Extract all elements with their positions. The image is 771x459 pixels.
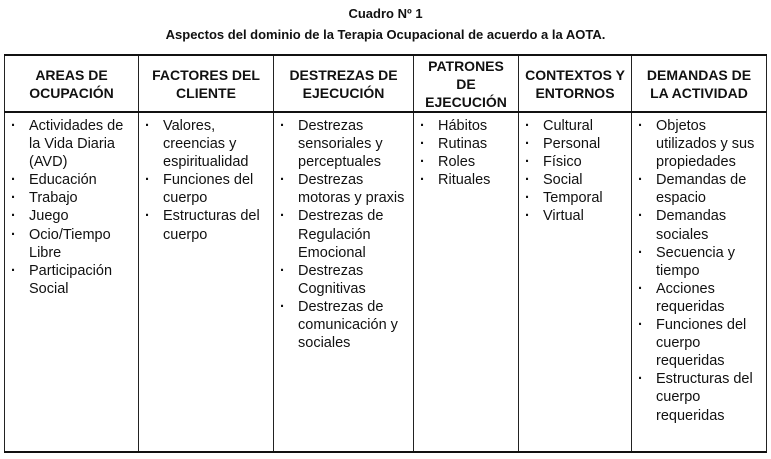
header-areas: AREAS DE OCUPACIÓN bbox=[5, 55, 139, 112]
list-item: · Destrezas de Regulación Emocional bbox=[278, 207, 409, 261]
cell-patrones bbox=[414, 112, 519, 452]
list-contextos bbox=[523, 117, 627, 226]
list-item: · Estructuras del cuerpo bbox=[143, 207, 269, 243]
list-item: · Personal bbox=[523, 135, 627, 153]
list-item: · Hábitos bbox=[418, 117, 514, 135]
list-item: · Ocio/Tiempo Libre bbox=[9, 226, 134, 262]
header-row bbox=[5, 55, 767, 112]
list-item: · Destrezas sensoriales y perceptuales bbox=[278, 117, 409, 171]
list-item: · Destrezas Cognitivas bbox=[278, 262, 409, 298]
list-item: · Virtual bbox=[523, 207, 627, 225]
header-factores: FACTORES DEL CLIENTE bbox=[139, 55, 274, 112]
header-patrones: PATRONES DE EJECUCIÓN bbox=[414, 55, 519, 112]
list-item: · Cultural bbox=[523, 117, 627, 135]
table-number: Cuadro Nº 1 bbox=[348, 6, 423, 21]
list-item: · Estructuras del cuerpo requeridas bbox=[636, 370, 762, 424]
list-demandas bbox=[636, 117, 762, 425]
list-areas bbox=[9, 117, 134, 298]
list-item: · Acciones requeridas bbox=[636, 280, 762, 316]
cell-destrezas bbox=[274, 112, 414, 452]
list-item: · Temporal bbox=[523, 189, 627, 207]
list-item: · Juego bbox=[9, 207, 134, 225]
list-item: · Destrezas de comunicación y sociales bbox=[278, 298, 409, 352]
table-title: Aspectos del dominio de la Terapia Ocupacional de acuerdo a la AOTA. bbox=[165, 27, 606, 42]
list-destrezas bbox=[278, 117, 409, 352]
cell-demandas bbox=[632, 112, 767, 452]
list-item: · Objetos utilizados y sus propiedades bbox=[636, 117, 762, 171]
list-item: · Funciones del cuerpo bbox=[143, 171, 269, 207]
list-item: · Educación bbox=[9, 171, 134, 189]
list-item: · Demandas sociales bbox=[636, 207, 762, 243]
list-item: · Trabajo bbox=[9, 189, 134, 207]
list-item: · Demandas de espacio bbox=[636, 171, 762, 207]
list-item: · Funciones del cuerpo requeridas bbox=[636, 316, 762, 370]
list-item: · Participación Social bbox=[9, 262, 134, 298]
list-factores bbox=[143, 117, 269, 244]
list-item: · Roles bbox=[418, 153, 514, 171]
header-demandas: DEMANDAS DE LA ACTIVIDAD bbox=[632, 55, 767, 112]
body-row bbox=[5, 112, 767, 452]
header-destrezas: DESTREZAS DE EJECUCIÓN bbox=[274, 55, 414, 112]
list-item: · Físico bbox=[523, 153, 627, 171]
list-item: · Actividades de la Vida Diaria (AVD) bbox=[9, 117, 134, 171]
list-item: · Valores, creencias y espiritualidad bbox=[143, 117, 269, 171]
list-patrones bbox=[418, 117, 514, 189]
list-item: · Destrezas motoras y praxis bbox=[278, 171, 409, 207]
cell-factores bbox=[139, 112, 274, 452]
ot-domain-table bbox=[4, 54, 767, 453]
list-item: · Secuencia y tiempo bbox=[636, 244, 762, 280]
list-item: · Rutinas bbox=[418, 135, 514, 153]
list-item: · Social bbox=[523, 171, 627, 189]
cell-contextos bbox=[519, 112, 632, 452]
header-contextos: CONTEXTOS Y ENTORNOS bbox=[519, 55, 632, 112]
cell-areas bbox=[5, 112, 139, 452]
list-item: · Rituales bbox=[418, 171, 514, 189]
